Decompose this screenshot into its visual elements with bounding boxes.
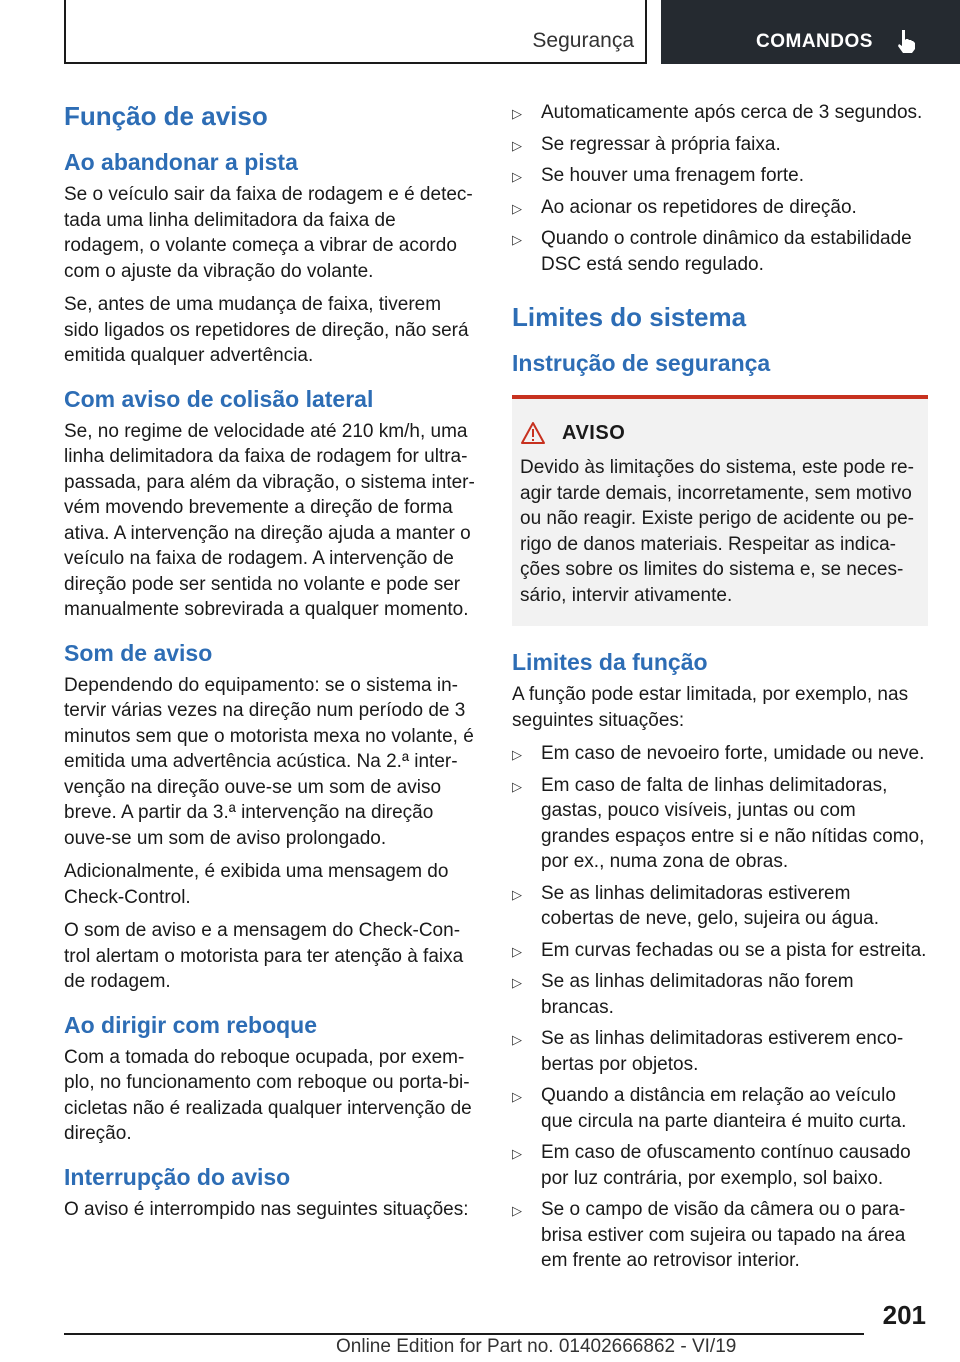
subheading-warning-interruption: Interrupção do aviso	[64, 1163, 291, 1190]
section-title: Segurança	[532, 29, 634, 52]
subheading-safety-instruction: Instrução de segurança	[512, 350, 771, 376]
list-item: ▷ Em curvas fechadas ou se a pista for estreita.	[512, 938, 928, 964]
bullet-icon: ▷	[512, 1032, 522, 1047]
bullet-icon: ▷	[512, 169, 522, 184]
page-number: 201	[882, 1300, 926, 1330]
list-item: ▷ Em caso de ofuscamento contínuo causado por luz contrária, por exemplo, sol baixo.	[512, 1142, 911, 1189]
bullet-icon: ▷	[512, 232, 522, 247]
bullet-icon: ▷	[512, 943, 522, 959]
bullet-icon: ▷	[512, 1203, 522, 1218]
subheading-function-limits: Limites da função	[512, 649, 708, 675]
interruption-list	[512, 100, 928, 277]
section-heading-system-limits: Limites do sistema	[512, 302, 747, 332]
bullet-icon: ▷	[512, 778, 522, 794]
limits-list	[512, 741, 928, 1274]
warning-box	[512, 395, 928, 626]
paragraph: Se, antes de uma mudança de faixa, tiverem sido ligados os repetidores de direção, não será emitida qualquer advertência.	[64, 294, 469, 366]
right-column	[512, 100, 928, 1280]
bullet-icon: ▷	[512, 1146, 522, 1161]
chapter-title: COMANDOS	[756, 31, 873, 52]
bullet-icon: ▷	[512, 106, 522, 121]
warning-text: Devido às limitações do sistema, este pode reagir tarde demais, incorretamente, sem motivo ou não reagir. Existe perigo de acidente ou perigo de danos materiais. Respeitar as indicações sobre os limites do sistema e, se necessário, intervir ativamente.	[520, 457, 914, 606]
list-item: ▷ Se as linhas delimitadoras estiverem cobertas de neve, gelo, sujeira ou água.	[512, 882, 880, 929]
subheading-warning-sound: Som de aviso	[64, 639, 213, 666]
section-heading-warning-function: Função de aviso	[64, 101, 268, 131]
pointing-hand-icon	[895, 28, 919, 54]
paragraph: A função pode estar limitada, por exemplo, nas seguintes situações:	[512, 684, 909, 731]
warning-title-row	[520, 421, 920, 445]
list-item: ▷ Se houver uma frenagem forte.	[512, 163, 928, 189]
list-item: ▷ Se o campo de visão da câmera ou o para-brisa estiver com sujeira ou tapado na área em frente ao retrovisor interior.	[512, 1199, 906, 1271]
subheading-leaving-lane: Ao abandonar a pista	[64, 149, 298, 175]
paragraph: Com a tomada do reboque ocupada, por exemplo, no funcionamento com reboque ou porta-bicicletas não é realizada qualquer intervenção de direção.	[64, 1046, 472, 1144]
list-item: ▷ Automaticamente após cerca de 3 segundos.	[512, 100, 928, 126]
warning-title: AVISO	[562, 421, 626, 444]
footer-divider	[64, 1333, 864, 1335]
paragraph: Dependendo do equipamento: se o sistema intervir várias vezes na direção num período de 3 minutos sem que o motorista mexa no volante, é emitida uma advertência acústica. Na 2.ª intervenção na direção ouve-se um som de aviso breve. A partir da 3.ª intervenção na direção ouve-se um som de aviso prolongado.	[64, 674, 474, 849]
edition-text: Online Edition for Part no. 01402666862 - VI/19	[336, 1336, 737, 1357]
chapter-tab	[661, 0, 960, 64]
list-item: ▷ Se as linhas delimitadoras não forem brancas.	[512, 971, 854, 1018]
bullet-icon: ▷	[512, 137, 522, 153]
list-item: ▷ Ao acionar os repetidores de direção.	[512, 195, 928, 221]
list-item: ▷ Se as linhas delimitadoras estiverem encobertas por objetos.	[512, 1028, 904, 1075]
subheading-trailer: Ao dirigir com reboque	[64, 1011, 318, 1038]
paragraph: O aviso é interrompido nas seguintes situações:	[64, 1198, 469, 1220]
paragraph: O som de aviso e a mensagem do Check-Control alertam o motorista para ter atenção à faixa de rodagem.	[64, 920, 464, 992]
warning-triangle-icon	[520, 421, 546, 445]
subheading-side-collision: Com aviso de colisão lateral	[64, 385, 374, 412]
paragraph: Se, no regime de velocidade até 210 km/h, uma linha delimitadora da faixa de rodagem for ultrapassada, para além da vibração, o sistema intervém movendo brevemente a direção de forma ativa. A intervenção na direção ajuda a manter o veículo na faixa de rodagem. A intervenção de direção pode ser sentida no volante e pode ser manualmente sobrevirada a qualquer momento.	[64, 420, 475, 620]
bullet-icon: ▷	[512, 747, 522, 762]
list-item: ▷ Em caso de nevoeiro forte, umidade ou neve.	[512, 741, 928, 767]
paragraph: Adicionalmente, é exibida uma mensagem do Check-Control.	[64, 861, 449, 908]
bullet-icon: ▷	[512, 1089, 522, 1104]
page-header	[0, 0, 960, 66]
list-item: ▷ Se regressar à própria faixa.	[512, 132, 928, 158]
bullet-icon: ▷	[512, 975, 522, 990]
list-item: ▷ Quando a distância em relação ao veículo que circula na parte dianteira é muito curta.	[512, 1085, 907, 1132]
list-item: ▷ Em caso de falta de linhas delimitadoras, gastas, pouco visíveis, juntas ou com grandes espaços entre si e não nítidas como, por ex., numa zona de obras.	[512, 774, 925, 872]
list-item: ▷ Quando o controle dinâmico da estabilidade DSC está sendo regulado.	[512, 228, 912, 275]
bullet-icon: ▷	[512, 200, 522, 216]
paragraph: Se o veículo sair da faixa de rodagem e é detectada uma linha delimitadora da faixa de rodagem, o volante começa a vibrar de acordo com o ajuste da vibração do volante.	[64, 184, 473, 282]
left-column	[64, 100, 480, 1230]
bullet-icon: ▷	[512, 886, 522, 902]
